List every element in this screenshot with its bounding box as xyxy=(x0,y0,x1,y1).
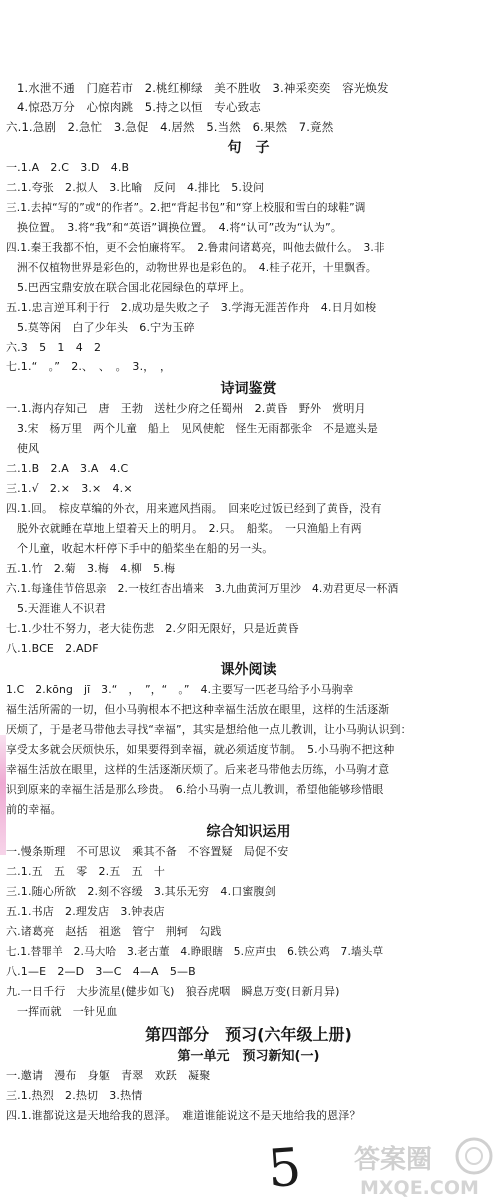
answer-line: 一.1.A 2.C 3.D 4.B xyxy=(6,161,130,174)
page-number-text: 5 xyxy=(265,1137,304,1200)
answer-line: 三.1.随心所欲 2.刻不容缓 3.其乐无穷 4.口蜜腹剑 xyxy=(6,885,276,898)
answer-line: 二.1.五 五 零 2.五 五 十 xyxy=(6,865,166,878)
answer-line: 脱外衣就睡在草地上望着天上的明月。 2.只。 船桨。 一只渔船上有两 xyxy=(17,522,362,535)
answer-line: 5.巴西宝鼎安放在联合国北花园绿色的草坪上。 xyxy=(17,281,251,294)
section-heading-sentences: 句 子 xyxy=(227,140,270,156)
answer-line: 4.惊恐万分 心惊肉跳 5.持之以恒 专心致志 xyxy=(17,100,261,114)
answer-line: 四.1.谁都说这是天地给我的恩泽。 难道谁能说这不是天地给我的恩泽？ xyxy=(6,1109,361,1122)
answer-line: 二.1.夸张 2.拟人 3.比喻 反问 4.排比 5.设问 xyxy=(6,181,265,194)
answer-line: 一.1.海内存知己 唐 王勃 送杜少府之任蜀州 2.黄昏 野外 赏明月 xyxy=(6,402,366,415)
unit-heading: 第一单元 预习新知(一) xyxy=(177,1049,320,1064)
answer-line: 洲不仅植物世界是彩色的，动物世界也是彩色的。 4.桂子花开，十里飘香。 xyxy=(17,262,377,274)
page-number xyxy=(265,1137,318,1200)
answer-line: 六.1.每逢佳节倍思亲 2.一枝红杏出墙来 3.九曲黄河万里沙 4.劝君更尽一杯酒 xyxy=(6,582,399,595)
answer-line: 七.1.替罪羊 2.马大哈 3.老古董 4.睁眼瞎 5.应声虫 6.铁公鸡 7.墙头草 xyxy=(6,946,384,958)
answer-line: 5.莫等闲 白了少年头 6.宁为玉碎 xyxy=(17,321,195,334)
answer-line: 四.1.回。 棕皮草编的外衣，用来遮风挡雨。 回来吃过饭已经到了黄昏，没有 xyxy=(6,502,382,515)
answer-line: 使风 xyxy=(17,442,40,455)
answer-line: 1.C 2.kōng jī 3.“ ， ”，“ 。” 4.主要写一匹老马给予小马驹幸 xyxy=(6,683,354,696)
answer-line: 七.1.“ 。” 2.、 、 。 3.， ， xyxy=(6,360,172,373)
answer-line: 识到原来的幸福生活是那么珍贵。 6.给小马驹一点儿教训，希望他能够珍惜眼 xyxy=(6,783,384,796)
answer-line: 换位置。 3.将“我”和“英语”调换位置。 4.将“认可”改为“认为”。 xyxy=(17,221,342,234)
answer-line: 幸福生活放在眼里，这样的生活逐渐厌烦了。后来老马带他去历练，小马驹才意 xyxy=(6,763,390,776)
answer-line: 享受太多就会厌烦快乐，如果要得到幸福，就必须适度节制。 5.小马驹不把这种 xyxy=(6,743,395,756)
answer-line: 一.邀请 漫布 身躯 青翠 欢跃 凝聚 xyxy=(6,1069,211,1082)
svg-text:MXQE.COM: MXQE.COM xyxy=(360,1177,479,1199)
section-heading-knowledge: 综合知识运用 xyxy=(206,824,291,840)
answer-line: 5.天涯谁人不识君 xyxy=(17,602,106,615)
answer-line: 三.1.热烈 2.热切 3.热情 xyxy=(6,1089,143,1102)
answer-line: 二.1.B 2.A 3.A 4.C xyxy=(6,462,129,475)
svg-text:答案圈: 答案圈 xyxy=(354,1145,433,1175)
answer-line: 1.水泄不通 门庭若市 2.桃红柳绿 美不胜收 3.神采奕奕 容光焕发 xyxy=(17,81,389,95)
answer-line: 厌烦了，于是老马带他去寻找“幸福”，其实是想给他一点儿教训，让小马驹认识到： xyxy=(6,723,412,736)
answer-line: 五.1.竹 2.菊 3.梅 4.柳 5.梅 xyxy=(6,562,176,575)
answer-line: 三.1.去掉“写的”或“的作者”。2.把“背起书包”和“穿上校服和雪白的球鞋”调 xyxy=(6,202,366,214)
answer-line: 八.1.BCE 2.ADF xyxy=(6,642,99,655)
answer-line: 七.1.少壮不努力，老大徒伤悲 2.夕阳无限好，只是近黄昏 xyxy=(6,622,299,635)
watermark-icon xyxy=(346,1128,496,1200)
answer-line: 一挥而就 一针见血 xyxy=(17,1005,118,1018)
answer-line: 六.1.急剧 2.急忙 3.急促 4.居然 5.当然 6.果然 7.竟然 xyxy=(6,120,334,134)
answer-line: 五.1.忠言逆耳利于行 2.成功是失败之子 3.学海无涯苦作舟 4.日月如梭 xyxy=(6,301,377,314)
edge-highlight-mark xyxy=(0,735,6,855)
answer-line: 个儿童，收起木杆停下手中的船桨坐在船的另一头。 xyxy=(17,542,274,555)
answer-line: 五.1.书店 2.理发店 3.钟表店 xyxy=(6,905,165,918)
answer-line: 三.1.√ 2.× 3.× 4.× xyxy=(6,482,133,495)
answer-line: 九.一日千行 大步流星(健步如飞) 狼吞虎咽 瞬息万变(日新月异) xyxy=(6,985,340,998)
watermark-logo xyxy=(346,1128,496,1200)
answer-line: 八.1—E 2—D 3—C 4—A 5—B xyxy=(6,965,196,978)
section-heading-poetry: 诗词鉴赏 xyxy=(220,381,277,397)
answer-line: 六.诸葛亮 赵括 祖逖 管宁 荆轲 勾践 xyxy=(6,925,222,938)
answer-line: 六.3 5 1 4 2 xyxy=(6,341,102,354)
answer-line: 四.1.秦王我都不怕，更不会怕廉将军。 2.鲁肃问诸葛亮，叫他去做什么。 3.非 xyxy=(6,242,385,254)
answer-line: 一.慢条斯理 不可思议 乘其不备 不容置疑 局促不安 xyxy=(6,845,289,858)
part-heading: 第四部分 预习(六年级上册) xyxy=(145,1025,352,1044)
section-heading-reading: 课外阅读 xyxy=(220,662,277,678)
answer-line: 福生活所需的一切，但小马驹根本不把这种幸福生活放在眼里，这样的生活逐渐 xyxy=(6,703,390,716)
answer-line: 3.宋 杨万里 两个儿童 船上 见风使舵 怪生无雨都张伞 不是遮头是 xyxy=(17,422,378,435)
answer-line: 前的幸福。 xyxy=(6,803,62,816)
